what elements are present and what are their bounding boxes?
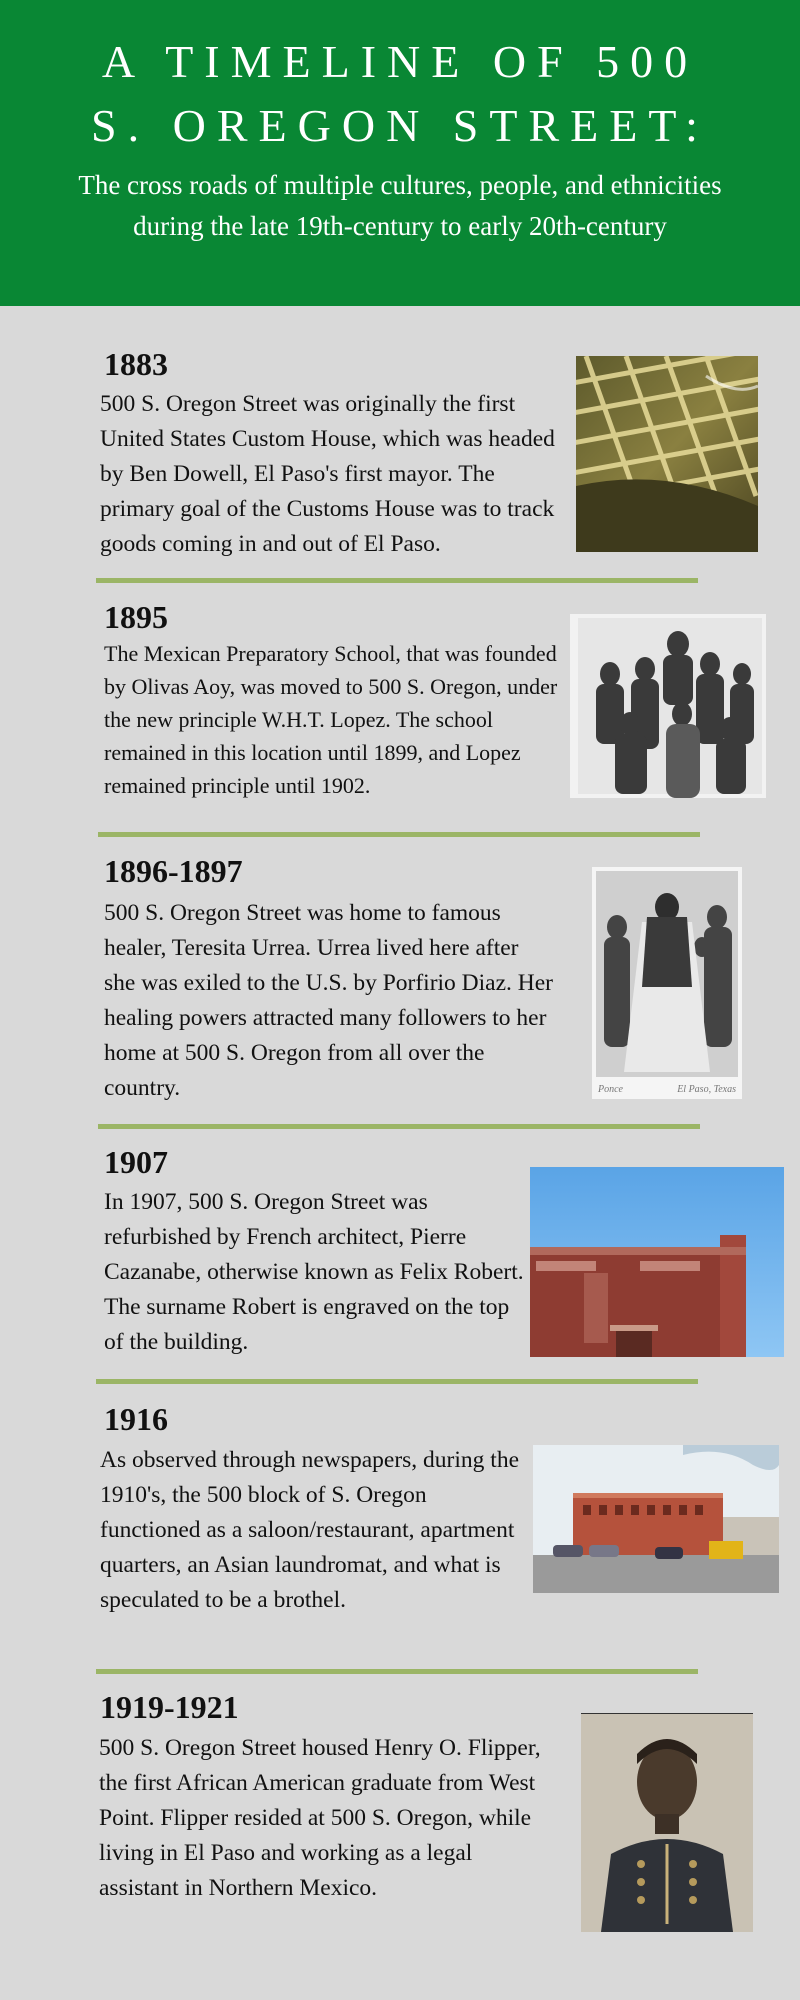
timeline-divider: [96, 1379, 698, 1384]
page-title-line-2: S. OREGON STREET:: [91, 100, 709, 151]
entry-year-1883: 1883: [104, 346, 168, 382]
entry-text-1916: As observed through newspapers, during the 1910's, the 500 block of S. Oregon functioned as a saloon/restaurant, apartment quarters, an Asian laundromat, and what is speculated to be a brothel.: [100, 1447, 519, 1613]
street-corner-photo: [533, 1445, 779, 1593]
page-title-line-1: A TIMELINE OF 500: [101, 36, 699, 87]
entry-text-1907: In 1907, 500 S. Oregon Street was refurbished by French architect, Pierre Cazanabe, otherwise known as Felix Robert. The surname Robert is engraved on the top of the building.: [104, 1189, 524, 1355]
entry-year-1895: 1895: [104, 599, 168, 635]
entry-text-1895: The Mexican Preparatory School, that was founded by Olivas Aoy, was moved to 500 S. Oregon, under the new principle W.H.T. Lopez. The school remained in this location until 1899, and Lopez remained principle until 1902.: [104, 641, 558, 798]
header-banner: [0, 0, 800, 306]
timeline-divider: [98, 1124, 700, 1129]
historic-map-photo: [576, 356, 758, 552]
entry-text-1919-1921: 500 S. Oregon Street housed Henry O. Flipper, the first African American graduate from West Point. Flipper resided at 500 S. Oregon, while living in El Paso and working as a legal assistant in Northern Mexico.: [99, 1735, 541, 1901]
page-subtitle: The cross roads of multiple cultures, people, and ethnicities during the late 19th-century to early 20th-century: [78, 170, 722, 241]
building-facade-photo: [530, 1167, 784, 1357]
timeline-divider: [98, 832, 700, 837]
entry-year-1916: 1916: [104, 1401, 168, 1437]
henry-flipper-portrait: [581, 1713, 753, 1932]
entry-year-1919-1921: 1919-1921: [100, 1689, 239, 1725]
entry-year-1896-1897: 1896-1897: [104, 853, 243, 889]
teresita-urrea-photo: [592, 867, 742, 1099]
photo-caption-left: Ponce: [598, 1084, 623, 1095]
timeline-divider: [96, 1669, 698, 1674]
entry-year-1907: 1907: [104, 1144, 168, 1180]
entry-text-1896-1897: 500 S. Oregon Street was home to famous healer, Teresita Urrea. Urrea lived here after she was exiled to the U.S. by Porfirio Diaz. Her healing powers attracted many followers to her home at 500 S. Oregon from all over the country.: [104, 900, 554, 1101]
photo-caption-right: El Paso, Texas: [677, 1084, 736, 1095]
school-group-photo: [570, 614, 766, 798]
entry-text-1883: 500 S. Oregon Street was originally the first United States Custom House, which was headed by Ben Dowell, El Paso's first mayor. The primary goal of the Customs House was to track goods coming in and out of El Paso.: [100, 391, 555, 557]
timeline-divider: [96, 578, 698, 583]
